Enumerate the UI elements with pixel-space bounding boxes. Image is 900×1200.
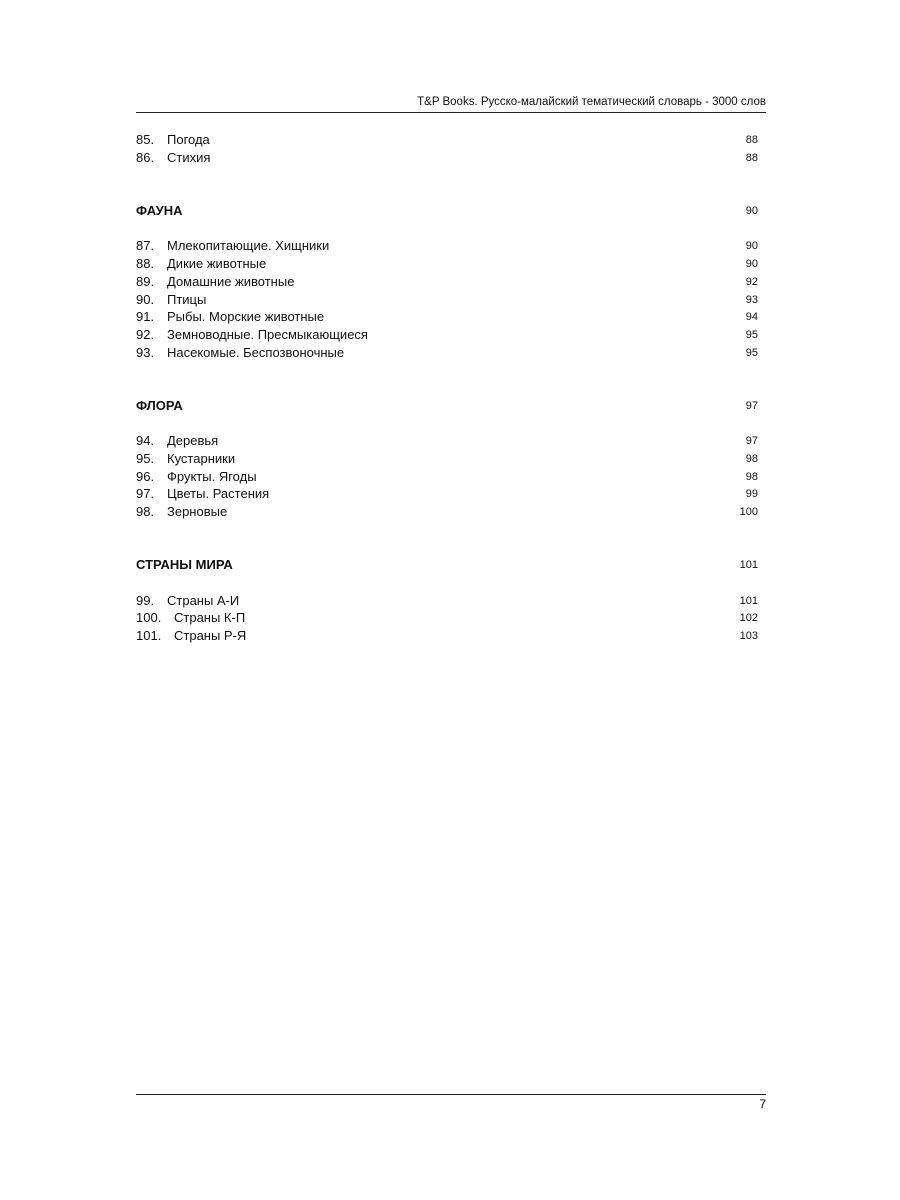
toc-entry-title: Деревья: [167, 433, 219, 448]
running-header: T&P Books. Русско-малайский тематический словарь - 3000 слов: [417, 96, 766, 108]
page-number: 7: [759, 1097, 766, 1111]
toc-page-number: 93: [745, 294, 758, 306]
toc-entry-title: Погода: [167, 132, 210, 147]
toc-entry[interactable]: [136, 237, 760, 255]
toc-entry-number: 91.: [136, 309, 155, 324]
toc-entry[interactable]: [136, 131, 760, 149]
toc-page-number: 97: [745, 400, 758, 412]
toc-entry-title: Млекопитающие. Хищники: [167, 238, 330, 253]
toc-section-title: ФАУНА: [136, 203, 183, 218]
toc-section[interactable]: [136, 397, 760, 415]
toc-entry-number: 87.: [136, 238, 155, 253]
toc-entry-number: 93.: [136, 345, 155, 360]
toc-entry[interactable]: [136, 592, 760, 610]
toc-page-number: 102: [739, 612, 758, 624]
toc-page-number: 99: [745, 488, 758, 500]
toc-entry-number: 95.: [136, 451, 155, 466]
toc-entry-title: Зерновые: [167, 504, 228, 519]
toc-entry[interactable]: [136, 485, 760, 503]
toc-page-number: 95: [745, 329, 758, 341]
toc-page-number: 97: [745, 435, 758, 447]
toc-entry-number: 96.: [136, 469, 155, 484]
toc-entry-number: 100.: [136, 610, 162, 625]
toc-entry[interactable]: [136, 450, 760, 468]
toc-entry-title: Земноводные. Пресмыкающиеся: [167, 327, 368, 342]
footer-rule: [136, 1094, 766, 1095]
toc-entry-title: Рыбы. Морские животные: [167, 309, 325, 324]
toc-entry-number: 86.: [136, 150, 155, 165]
toc-section[interactable]: [136, 556, 760, 574]
toc-page-number: 101: [739, 595, 758, 607]
toc-entry-number: 94.: [136, 433, 155, 448]
toc-entry[interactable]: [136, 344, 760, 362]
toc-entry-number: 99.: [136, 593, 155, 608]
toc-entry-number: 88.: [136, 256, 155, 271]
toc-entry-number: 98.: [136, 504, 155, 519]
toc-entry-number: 92.: [136, 327, 155, 342]
toc-page-number: 98: [745, 453, 758, 465]
toc-page-number: 95: [745, 347, 758, 359]
toc-entry-title: Страны Р-Я: [174, 628, 247, 643]
toc-page-number: 90: [745, 205, 758, 217]
toc-page-number: 88: [745, 152, 758, 164]
toc-entry-title: Птицы: [167, 292, 207, 307]
toc-entry-title: Цветы. Растения: [167, 486, 270, 501]
toc-page-number: 94: [745, 311, 758, 323]
toc-entry-title: Дикие животные: [167, 256, 267, 271]
toc-entry[interactable]: [136, 627, 760, 645]
toc-entry-title: Фрукты. Ягоды: [167, 469, 257, 484]
toc-entry[interactable]: [136, 432, 760, 450]
toc-page-number: 101: [739, 559, 758, 571]
toc-entry-title: Стихия: [167, 150, 211, 165]
toc-entry-number: 101.: [136, 628, 162, 643]
toc-entry[interactable]: [136, 149, 760, 167]
toc-entry[interactable]: [136, 609, 760, 627]
toc-entry-title: Страны К-П: [174, 610, 246, 625]
toc-entry-number: 89.: [136, 274, 155, 289]
toc-entry-title: Страны А-И: [167, 593, 240, 608]
toc-section-title: СТРАНЫ МИРА: [136, 557, 233, 572]
toc-page-number: 98: [745, 471, 758, 483]
toc-entry[interactable]: [136, 308, 760, 326]
toc-page-number: 100: [739, 506, 758, 518]
toc-entry[interactable]: [136, 468, 760, 486]
toc-entry-number: 97.: [136, 486, 155, 501]
toc-entry-title: Домашние животные: [167, 274, 295, 289]
toc-entry[interactable]: [136, 326, 760, 344]
toc-page-number: 92: [745, 276, 758, 288]
toc-section[interactable]: [136, 202, 760, 220]
toc-page-number: 90: [745, 240, 758, 252]
toc-entry-title: Насекомые. Беспозвоночные: [167, 345, 345, 360]
toc-entry-title: Кустарники: [167, 451, 236, 466]
toc-entry[interactable]: [136, 291, 760, 309]
toc-entry-number: 85.: [136, 132, 155, 147]
toc-page-number: 103: [739, 630, 758, 642]
toc-entry[interactable]: [136, 255, 760, 273]
toc-entry[interactable]: [136, 273, 760, 291]
toc-page-number: 90: [745, 258, 758, 270]
header-rule: [136, 112, 766, 113]
toc-entry[interactable]: [136, 503, 760, 521]
toc-entry-number: 90.: [136, 292, 155, 307]
toc-section-title: ФЛОРА: [136, 398, 183, 413]
toc-page-number: 88: [745, 134, 758, 146]
